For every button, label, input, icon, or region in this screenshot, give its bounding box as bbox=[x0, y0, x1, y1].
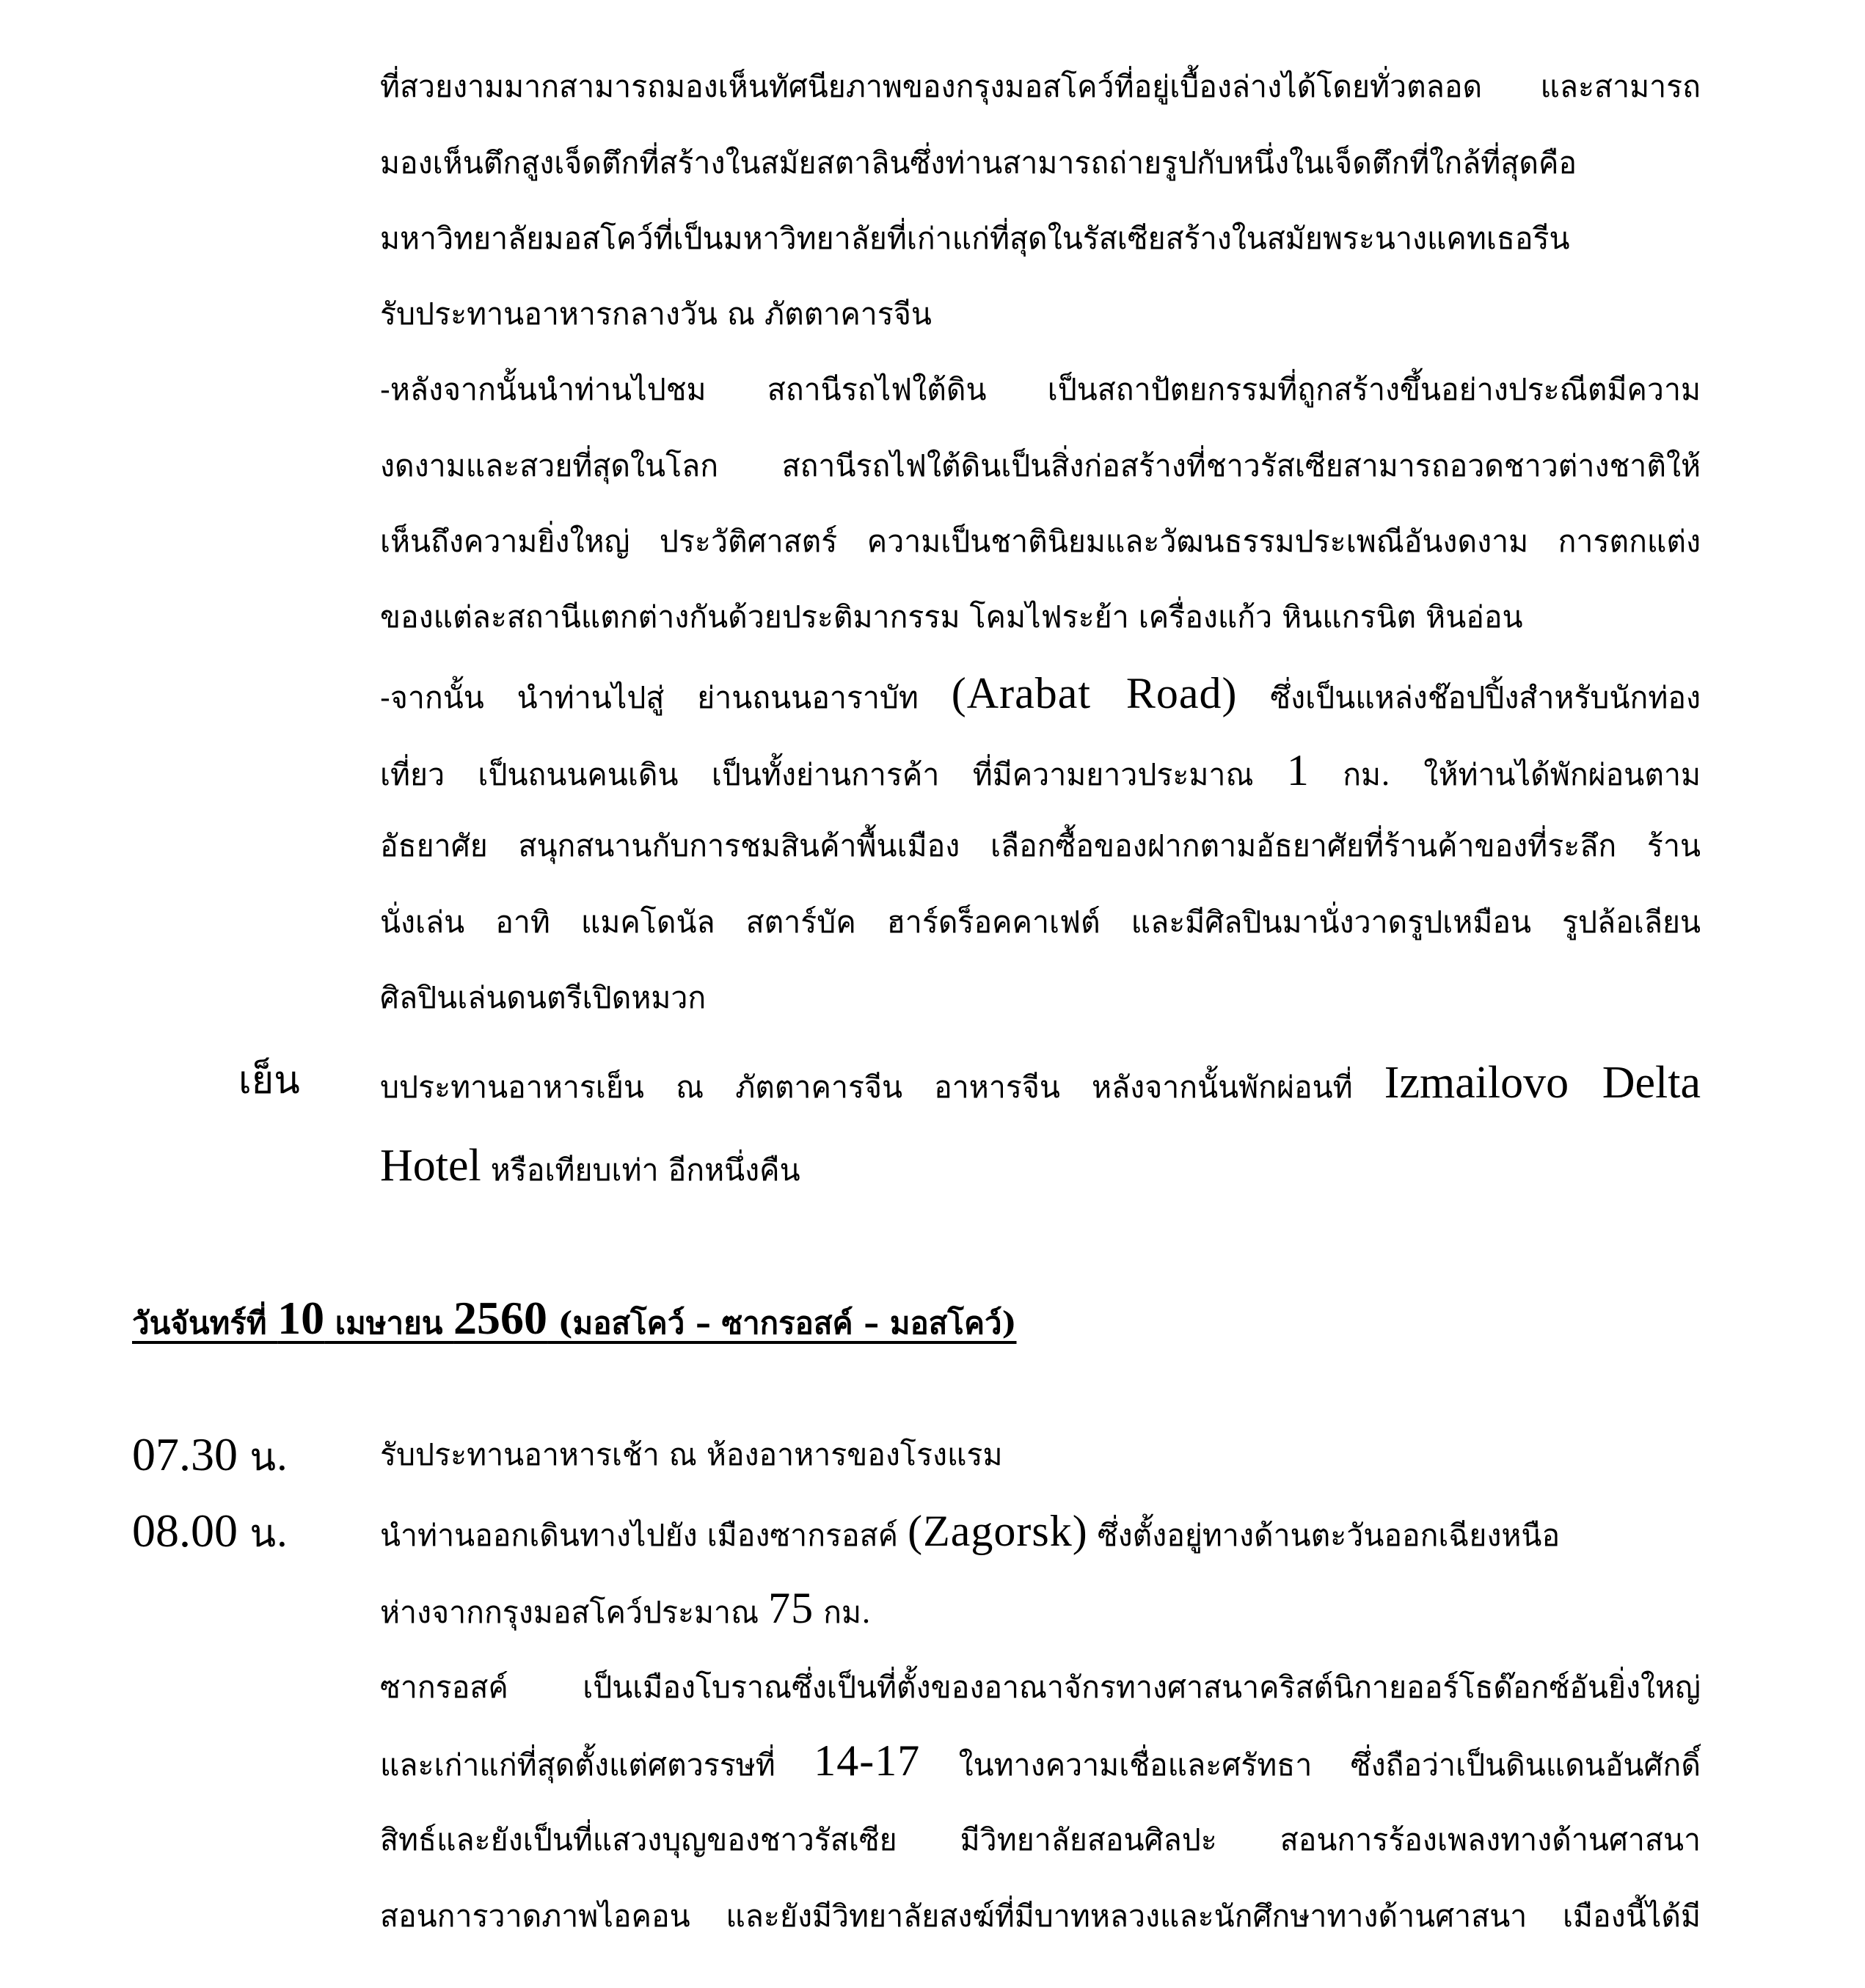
arabat-road-en: (Arabat Road) bbox=[951, 669, 1238, 717]
hotel-name-2: Hotel bbox=[380, 1141, 481, 1191]
century-range: 14-17 bbox=[814, 1736, 921, 1785]
century-pre: และเก่าแก่ที่สุดตั้งแต่ศตวรรษที่ bbox=[380, 1747, 814, 1783]
schedule-time bbox=[132, 1505, 288, 1560]
paragraph-line: เห็นถึงความยิ่งใหญ่ ประวัติศาสตร์ ความเป็นชาตินิยมและวัฒนธรรมประเพณีอันงดงาม การตกแต่ง bbox=[380, 524, 1701, 559]
day-heading bbox=[132, 1293, 1017, 1349]
paragraph-line: รับประทานอาหารกลางวัน ณ ภัตตาคารจีน bbox=[380, 296, 932, 332]
arabat-post: ซึ่งเป็นแหล่งช๊อปปิ้งสำหรับนักท่อง bbox=[1237, 680, 1701, 715]
paragraph-line: อัธยาศัย สนุกสนานกับการชมสินค้าพื้นเมือง เลือกซื้อของฝากตามอัธยาศัยที่ร้านค้าของที่ระลึก ร้าน bbox=[380, 828, 1701, 863]
dinner-text: บประทานอาหารเย็น ณ ภัตตาคารจีน อาหารจีน หลังจากนั้นพักผ่อนที่ bbox=[380, 1070, 1384, 1105]
arabat-pre: -จากนั้น นำท่านไปสู่ ย่านถนนอาราบัท bbox=[380, 680, 952, 715]
paragraph-line: มองเห็นตึกสูงเจ็ดตึกที่สร้างในสมัยสตาลินซึ่งท่านสามารถถ่ายรูปกับหนึ่งในเจ็ดตึกที่ใกล้ที่สุดคือ bbox=[380, 145, 1577, 180]
schedule-text-cont bbox=[380, 1582, 1701, 1638]
schedule-time bbox=[132, 1429, 288, 1483]
schedule-text: รับประทานอาหารเช้า ณ ห้องอาหารของโรงแรม bbox=[380, 1437, 1003, 1472]
time-unit: น. bbox=[238, 1512, 288, 1556]
day-number: 10 bbox=[277, 1292, 325, 1344]
distance-post: กม. bbox=[814, 1595, 872, 1630]
paragraph-line: ศิลปินเล่นดนตรีเปิดหมวก bbox=[380, 980, 707, 1015]
paragraph-line: นั่งเล่น อาทิ แมคโดนัล สตาร์บัค ฮาร์ดร็อคคาเฟต์ และมีศิลปินมานั่งวาดรูปเหมือน รูปล้อเลียน bbox=[380, 905, 1701, 940]
day-month: เมษายน bbox=[324, 1305, 454, 1341]
schedule-text-pre: นำท่านออกเดินทางไปยัง เมืองซากรอสค์ bbox=[380, 1518, 908, 1553]
time-value: 07.30 bbox=[132, 1428, 238, 1480]
meal-label-dinner: เย็น bbox=[238, 1059, 300, 1103]
paragraph-line: สอนการวาดภาพไอคอน และยังมีวิทยาลัยสงฆ์ที่มีบาทหลวงและนักศึกษาทางด้านศาสนา เมืองนี้ได้มี bbox=[380, 1899, 1701, 1934]
time-unit: น. bbox=[238, 1436, 288, 1480]
paragraph-line: งดงามและสวยที่สุดในโลก สถานีรถไฟใต้ดินเป็นสิ่งก่อสร้างที่ชาวรัสเซียสามารถอวดชาวต่างชาติให้ bbox=[380, 448, 1701, 483]
time-value: 08.00 bbox=[132, 1505, 238, 1557]
schedule-text bbox=[380, 1505, 1701, 1561]
walk-post: กม. ให้ท่านได้พักผ่อนตาม bbox=[1309, 757, 1701, 792]
schedule-text-post: ซึ่งตั้งอยู่ทางด้านตะวันออกเฉียงหนือ bbox=[1087, 1518, 1561, 1553]
dinner-line-2 bbox=[380, 1139, 1701, 1196]
zagorsk-en: (Zagorsk) bbox=[908, 1507, 1088, 1555]
paragraph-line: -หลังจากนั้นนำท่านไปชม สถานีรถไฟใต้ดิน เป็นสถาปัตยกรรมที่ถูกสร้างขึ้นอย่างประณีตมีความ bbox=[380, 372, 1701, 407]
paragraph-line: ที่สวยงามมากสามารถมองเห็นทัศนียภาพของกรุงมอสโคว์ที่อยู่เบื้องล่างได้โดยทั่วตลอด และสามารถ bbox=[380, 69, 1701, 104]
paragraph-line: มหาวิทยาลัยมอสโคว์ที่เป็นมหาวิทยาลัยที่เก่าแก่ที่สุดในรัสเซียสร้างในสมัยพระนางแคทเธอรีน bbox=[380, 221, 1570, 256]
hotel-name-1: Izmailovo Delta bbox=[1384, 1058, 1701, 1108]
distance-number: 75 bbox=[768, 1584, 814, 1632]
day-year: 2560 bbox=[453, 1292, 548, 1344]
dinner-text-post: หรือเทียบเท่า อีกหนึ่งคืน bbox=[481, 1152, 800, 1188]
walk-distance: 1 bbox=[1286, 746, 1310, 794]
paragraph-line-walk bbox=[380, 745, 1701, 800]
paragraph-line: ซากรอสค์ เป็นเมืองโบราณซึ่งเป็นที่ตั้งของอาณาจักรทางศาสนาคริสต์นิกายออร์โธด๊อกซ์อันยิ่งใหญ่ bbox=[380, 1670, 1701, 1705]
paragraph-line: ของแต่ละสถานีแตกต่างกันด้วยประติมากรรม โคมไฟระย้า เครื่องแก้ว หินแกรนิต หินอ่อน bbox=[380, 599, 1523, 635]
day-prefix: วันจันทร์ที่ bbox=[132, 1305, 278, 1341]
century-post: ในทางความเชื่อและศรัทธา ซึ่งถือว่าเป็นดินแดนอันศักดิ์ bbox=[920, 1747, 1701, 1783]
walk-pre: เที่ยว เป็นถนนคนเดิน เป็นทั้งย่านการค้า ที่มีความยาวประมาณ bbox=[380, 757, 1287, 792]
paragraph-line-arabat bbox=[380, 668, 1701, 723]
dinner-line-1 bbox=[380, 1056, 1701, 1114]
day-route: (มอสโคว์ – ซากรอสค์ – มอสโคว์) bbox=[547, 1305, 1017, 1341]
distance-pre: ห่างจากกรุงมอสโคว์ประมาณ bbox=[380, 1595, 769, 1630]
paragraph-line-century bbox=[380, 1735, 1701, 1791]
paragraph-line: สิทธ์และยังเป็นที่แสวงบุญของชาวรัสเซีย มีวิทยาลัยสอนศิลปะ สอนการร้องเพลงทางด้านศาสนา bbox=[380, 1822, 1701, 1857]
